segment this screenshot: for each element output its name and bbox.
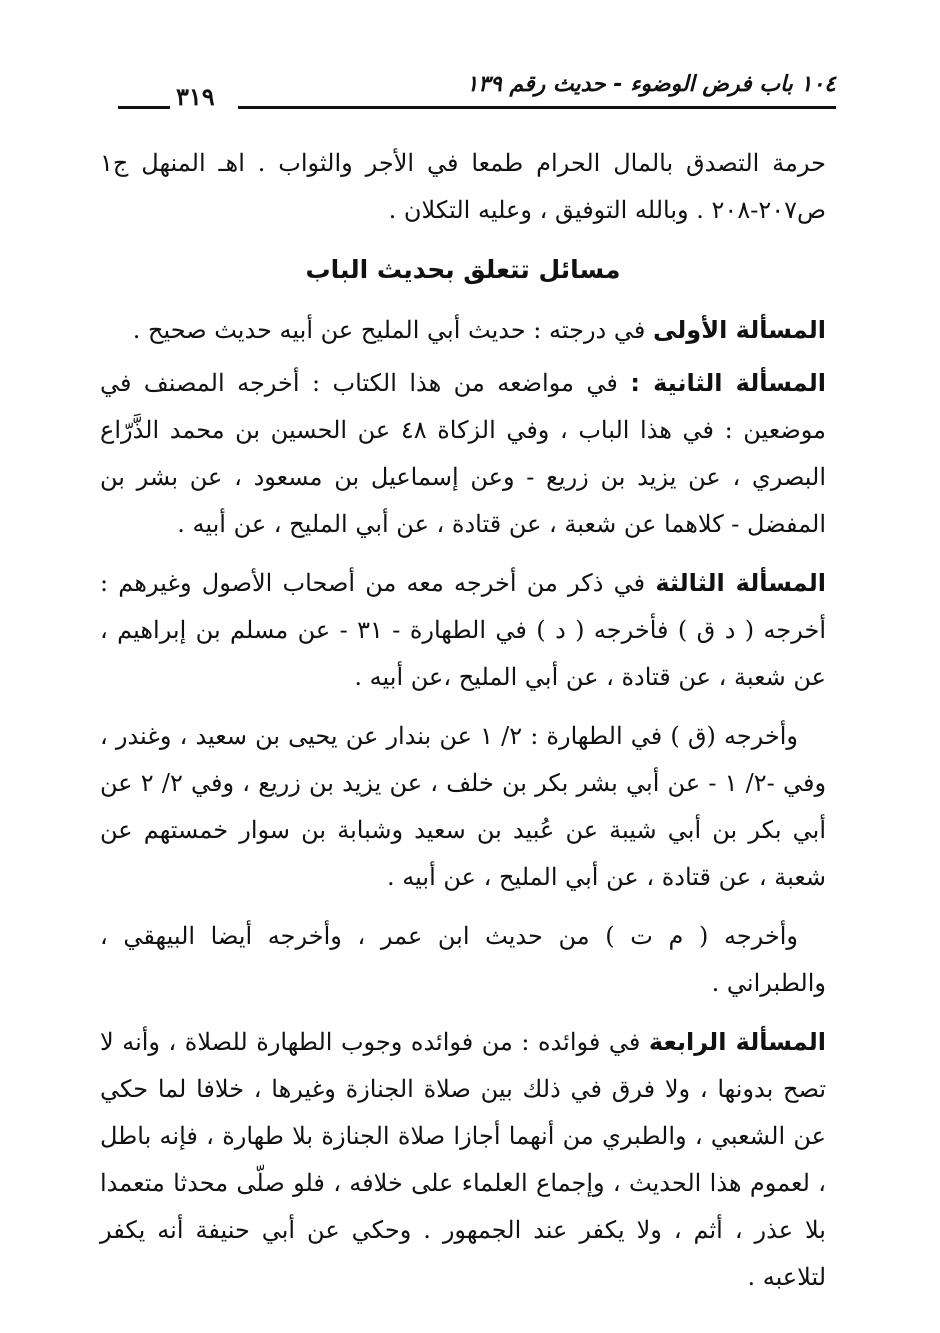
issue-3-paragraph bbox=[100, 560, 826, 701]
issue-2-label: المسألة الثانية : bbox=[630, 369, 827, 397]
intro-paragraph: حرمة التصدق بالمال الحرام طمعا في الأجر والثواب . اهـ المنهل ج١ ص٢٠٧-٢٠٨ . وبالله التوفيق ، وعليه التكلان . bbox=[100, 149, 826, 224]
issue-2-paragraph bbox=[100, 360, 826, 548]
header-rule-left bbox=[118, 106, 170, 109]
issue-4-text: في فوائده : من فوائده وجوب الطهارة للصلاة ، وأنه لا تصح بدونها ، ولا فرق في ذلك بين صلاة الجنازة وغيرها ، خلافا لما حكي عن الشعبي ، والطبري من أنهما أجازا صلاة الجنازة بلا طهارة ، فإنه باطل ، لعموم هذا الحديث ، وإجماع العلماء على خلافه ، فلو صلّى محدثا متعمدا بلا عذر ، أثم ، ولا يكفر عند الجمهور . وحكي عن أبي حنيفة أنه يكفر لتلاعبه . bbox=[100, 1028, 826, 1291]
page-header bbox=[118, 72, 836, 112]
running-title: ١٠٤ باب فرض الوضوء - حديث رقم ١٣٩ bbox=[466, 72, 836, 97]
issue-2-text: في مواضعه من هذا الكتاب : أخرجه المصنف في موضعين : في هذا الباب ، وفي الزكاة ٤٨ عن الحسين بن محمد الذَّرّاع البصري ، عن يزيد بن زريع - وعن إسماعيل بن مسعود ، عن بشر بن المفضل - كلاهما عن شعبة ، عن قتادة ، عن أبي المليح ، عن أبيه . bbox=[100, 369, 826, 538]
page-body bbox=[100, 140, 826, 1313]
issue-3-label: المسألة الثالثة bbox=[655, 569, 826, 597]
issue-1-paragraph bbox=[100, 307, 826, 354]
header-rule bbox=[238, 106, 836, 109]
issue-4-paragraph bbox=[100, 1019, 826, 1301]
issue-1-label: المسألة الأولى bbox=[653, 316, 826, 344]
muslim-tirmidhi-paragraph: وأخرجه ( م ت ) من حديث ابن عمر ، وأخرجه أيضا البيهقي ، والطبراني . bbox=[100, 922, 826, 997]
section-heading: مسائل تتعلق بحديث الباب bbox=[305, 255, 621, 284]
page-number: ٣١٩ bbox=[170, 82, 221, 111]
ibn-majah-paragraph: وأخرجه (ق ) في الطهارة : ٢/ ١ عن بندار عن يحيى بن سعيد ، وغندر ، وفي -٢/ ١ - عن أبي بشر بكر بن خلف ، عن يزيد بن زريع ، وفي ٢/ ٢ عن أبي بكر بن أبي شيبة عن عُبيد بن سعيد وشبابة بن سوار خمستهم عن شعبة ، عن قتادة ، عن أبي المليح ، عن أبيه . bbox=[100, 722, 827, 891]
issue-4-label: المسألة الرابعة bbox=[648, 1028, 826, 1056]
issue-1-text: في درجته : حديث أبي المليح عن أبيه حديث صحيح . bbox=[132, 316, 646, 344]
issue-3-text: في ذكر من أخرجه معه من أصحاب الأصول وغيرهم : أخرجه ( د ق ) فأخرجه ( د ) في الطهارة - ٣١ - عن مسلم بن إبراهيم ، عن شعبة ، عن قتادة ، عن أبي المليح ،عن أبيه . bbox=[100, 569, 826, 691]
